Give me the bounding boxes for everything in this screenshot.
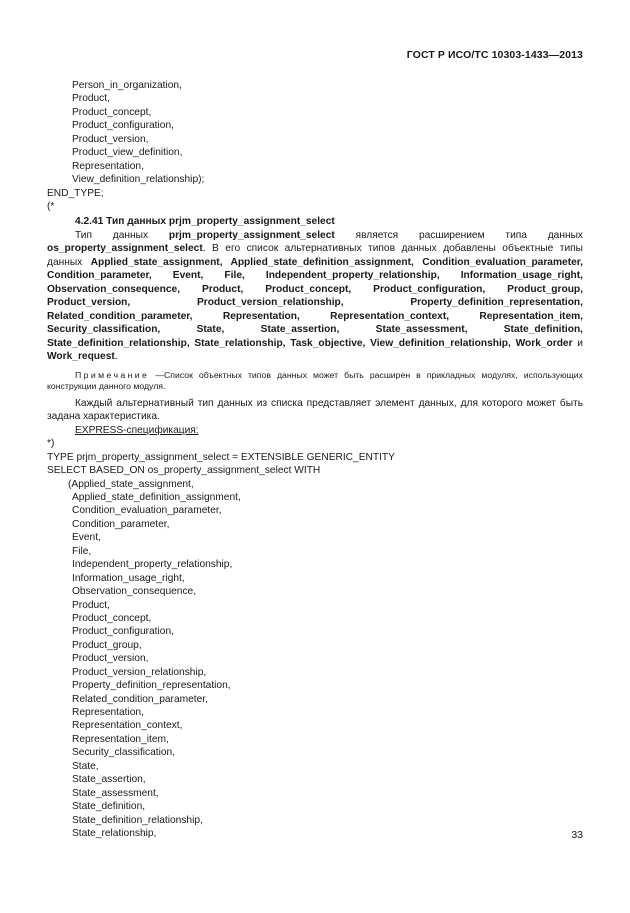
code-line: Condition_parameter,: [72, 518, 170, 530]
code-line: Independent_property_relationship,: [72, 559, 233, 571]
code-line: Product_concept,: [72, 106, 152, 118]
page-body: [47, 79, 583, 840]
code-line: State_definition,: [72, 801, 146, 813]
entity-type-list: Applied_state_assignment, Applied_state_definition_assignment, Condition_evaluation_parameter, Condition_parameter, Event, File, Independent_property_relationship, Information_usage_right, Observation_consequence, Product, Product_concept, Product_configuration, Product_group, Product_version, Product_version_relationship, Property_definition_representation, Related_condition_parameter, Representation, Representation_context, Representation_item, Security_classification, State, State_assertion, State_assessment, State_definition, State_definition_relationship, State_relationship, Task_objective, View_definition_relationship, Work_order: [47, 256, 583, 349]
note-text: —Список объектных типов данных может быть расширен в прикладных модулях, использующих конструкции данного модуля.: [47, 369, 583, 392]
end-type-line: END_TYPE;: [47, 187, 104, 199]
base-type-name: os_property_assignment_select: [47, 243, 203, 255]
type-name: prjm_property_assignment_select: [168, 229, 335, 241]
code-line: State,: [72, 760, 99, 772]
intro-paragraph: [47, 229, 583, 364]
intro-text-1: Тип данных: [75, 229, 169, 241]
express-spec-label: EXPRESS-спецификация:: [75, 424, 199, 436]
type-declaration: TYPE prjm_property_assignment_select = EXTENSIBLE GENERIC_ENTITY: [47, 451, 395, 463]
comment-open: (*: [47, 200, 55, 212]
note-label: Примечание: [75, 369, 150, 380]
code-line: State_relationship,: [72, 827, 157, 839]
code-line: Observation_consequence,: [72, 586, 197, 598]
comment-close: *): [47, 438, 55, 450]
code-line: Security_classification,: [72, 747, 176, 759]
intro-text-4: и: [572, 337, 583, 349]
code-line: Representation,: [72, 160, 144, 172]
code-line: Product_view_definition,: [72, 147, 183, 159]
code-line: Product,: [72, 599, 110, 611]
code-line: Representation_context,: [72, 720, 183, 732]
select-declaration: SELECT BASED_ON os_property_assignment_select WITH: [47, 465, 321, 477]
intro-text-5: .: [114, 351, 118, 363]
note-paragraph: [47, 370, 583, 393]
code-line: State_assessment,: [72, 787, 159, 799]
code-line: Event,: [72, 532, 101, 544]
select-item-list: [47, 491, 583, 840]
code-line: Product,: [72, 93, 110, 105]
standard-header: ГОСТ Р ИСО/ТС 10303-1433—2013: [406, 49, 583, 61]
code-line: Representation_item,: [72, 733, 169, 745]
section-title: 4.2.41 Тип данных prjm_property_assignment_select: [75, 216, 335, 228]
code-line: Product_version_relationship,: [72, 666, 207, 678]
last-entity-type: Work_request: [47, 351, 115, 363]
code-line: Related_condition_parameter,: [72, 693, 208, 705]
code-line: Person_in_organization,: [72, 80, 182, 91]
top-code-list: [47, 79, 583, 187]
code-line: Information_usage_right,: [72, 572, 185, 584]
code-line: Product_configuration,: [72, 626, 174, 638]
code-line: Product_version,: [72, 653, 149, 665]
intro-text-2: является расширением типа данных: [334, 229, 584, 241]
code-line: Product_group,: [72, 639, 142, 651]
code-line: Product_concept,: [72, 612, 152, 624]
intro-text-3: . В его список альтернативных типов данных добавлены объектные типы данных: [47, 243, 583, 268]
code-line: Representation,: [72, 707, 144, 718]
code-line: Product_configuration,: [72, 120, 174, 132]
code-line: Product_version,: [72, 133, 149, 145]
code-line: File,: [72, 545, 92, 557]
page-number: 33: [571, 829, 583, 841]
code-line: Condition_evaluation_parameter,: [72, 505, 222, 517]
code-line: State_assertion,: [72, 774, 146, 786]
explanation-paragraph: Каждый альтернативный тип данных из списка представляет элемент данных, для которого может быть задана характеристика.: [47, 397, 583, 423]
code-line: State_definition_relationship,: [72, 814, 203, 826]
code-line: Property_definition_representation,: [72, 680, 231, 692]
code-line: Applied_state_definition_assignment,: [72, 492, 241, 503]
code-line: View_definition_relationship);: [72, 174, 205, 186]
select-first-item: (Applied_state_assignment,: [68, 478, 194, 490]
